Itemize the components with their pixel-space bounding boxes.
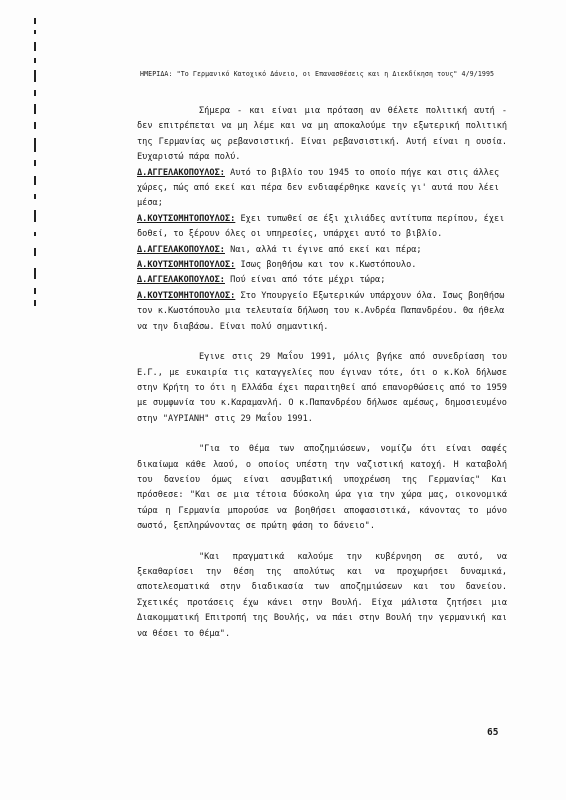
dialogue-line: [137, 289, 507, 335]
speech-text: Ισως βοηθήσω και τον κ.Κωστόπουλο.: [240, 260, 417, 271]
dialogue-line: [137, 243, 507, 258]
header-title: "Το Γερμανικό Κατοχικό Δάνειο, οι Επανασθέσεις και η Διεκδίκηση τους": [176, 70, 458, 78]
header-date: 4/9/1995: [461, 70, 495, 78]
document-header: [140, 70, 540, 78]
quote-paragraph: "Για το θέμα των αποζημιώσεων, νομίζω ότι είναι σαφές δικαίωμα κάθε λαού, ο οποίος υπέστη την ναζιστική κατοχή. Η καταβολή του δανείου όμως είναι ασυμβατική υποχρέωση της Γερμανίας" Και πρόσθεσε: "Και σε μια τέτοια δύσκολη ώρα για την χώρα μας, οικονομικά τώρα η Γερμανία μπορούσε να βοηθήσει αποφασιστικά, κάνοντας το μόνο σωστό, ξεπληρώνοντας σε πρώτη φάση το δάνειο".: [137, 444, 507, 532]
page-number: 65: [487, 727, 499, 738]
binding-holes: [28, 0, 42, 800]
dialogue-line: [137, 166, 507, 212]
intro-paragraph: Σήμερα - και είναι μια πρόταση αν θέλετε πολιτική αυτή - δεν επιτρέπεται να μη λέμε και να μη αποκαλούμε την εξωτερική πολιτική της Γερμανίας ως ρεβανσιστική. Είναι ρεβανσιστική. Αυτή είναι η ουσία. Ευχαριστώ πάρα πολύ.: [137, 106, 507, 163]
speech-text: Πού είναι από τότε μέχρι τώρα;: [230, 275, 386, 286]
dialogue-line: [137, 258, 507, 273]
speaker-name: Δ.ΑΓΓΕΛΑΚΟΠΟΥΛΟΣ:: [137, 244, 225, 255]
speaker-name: Δ.ΑΓΓΕΛΑΚΟΠΟΥΛΟΣ:: [137, 275, 225, 286]
speaker-name: Α.ΚΟΥΤΣΟΜΗΤΟΠΟΥΛΟΣ:: [137, 290, 236, 301]
speaker-name: Δ.ΑΓΓΕΛΑΚΟΠΟΥΛΟΣ:: [137, 167, 225, 178]
dialogue-line: [137, 273, 507, 288]
speaker-name: Α.ΚΟΥΤΣΟΜΗΤΟΠΟΥΛΟΣ:: [137, 213, 236, 224]
body-paragraph: Εγινε στις 29 Μαΐου 1991, μόλις βγήκε από συνεδρίαση του Ε.Γ., με ευκαιρία τις καταγγελίες που έγιναν τότε, ότι ο κ.Κολ δήλωσε στην Κρήτη το ότι η Ελλάδα έχει παραιτηθεί από επανορθώσεις από το 1959 με συμφωνία του κ.Καραμανλή. Ο κ.Παπανδρέου δήλωσε αμέσως, δημοσιευμένο στην "ΑΥΡΙΑΝΗ" στις 29 Μαΐου 1991.: [137, 352, 507, 424]
speech-text: Εχει τυπωθεί σε έξι χιλιάδες αντίτυπα περίπου, έχει δοθεί, το ξέρουν όλες οι υπηρεσίες, υπάρχει αυτό το βιβλίο.: [137, 213, 505, 240]
quote-paragraph: "Και πραγματικά καλούμε την κυβέρνηση σε αυτό, να ξεκαθαρίσει την θέση της απολύτως και να προχωρήσει δυναμικά, αποτελεσματικά στην διαδικασία των αποζημιώσεων και του δανείου. Σχετικές προτάσεις έχω κάνει στην Βουλή. Είχα μάλιστα ζητήσει μια Διακομματική Επιτροπή της Βουλής, να πάει στην Βουλή την γερμανική και να θέσει το θέμα".: [137, 551, 507, 639]
speech-text: Αυτό το βιβλίο του 1945 το οποίο πήγε και στις άλλες χώρες, πώς από εκεί και πέρα δεν ενδιαφέρθηκε κανείς γι' αυτά που λέει μέσα;: [137, 167, 500, 209]
speech-text: Ναι, αλλά τι έγινε από εκεί και πέρα;: [230, 244, 422, 255]
speaker-name: Α.ΚΟΥΤΣΟΜΗΤΟΠΟΥΛΟΣ:: [137, 260, 236, 271]
speech-text: Στο Υπουργείο Εξωτερικών υπάρχουν όλα. Ισως βοηθήσω τον κ.Κωστόπουλο μια τελευταία δήλωση του κ.Ανδρέα Παπανδρέου. Θα ήθελα να την διαβάσω. Είναι πολύ σημαντική.: [137, 290, 505, 332]
document-body: [137, 104, 507, 642]
dialogue-line: [137, 212, 507, 243]
header-label: ΗΜΕΡΙΔΑ:: [140, 70, 173, 78]
